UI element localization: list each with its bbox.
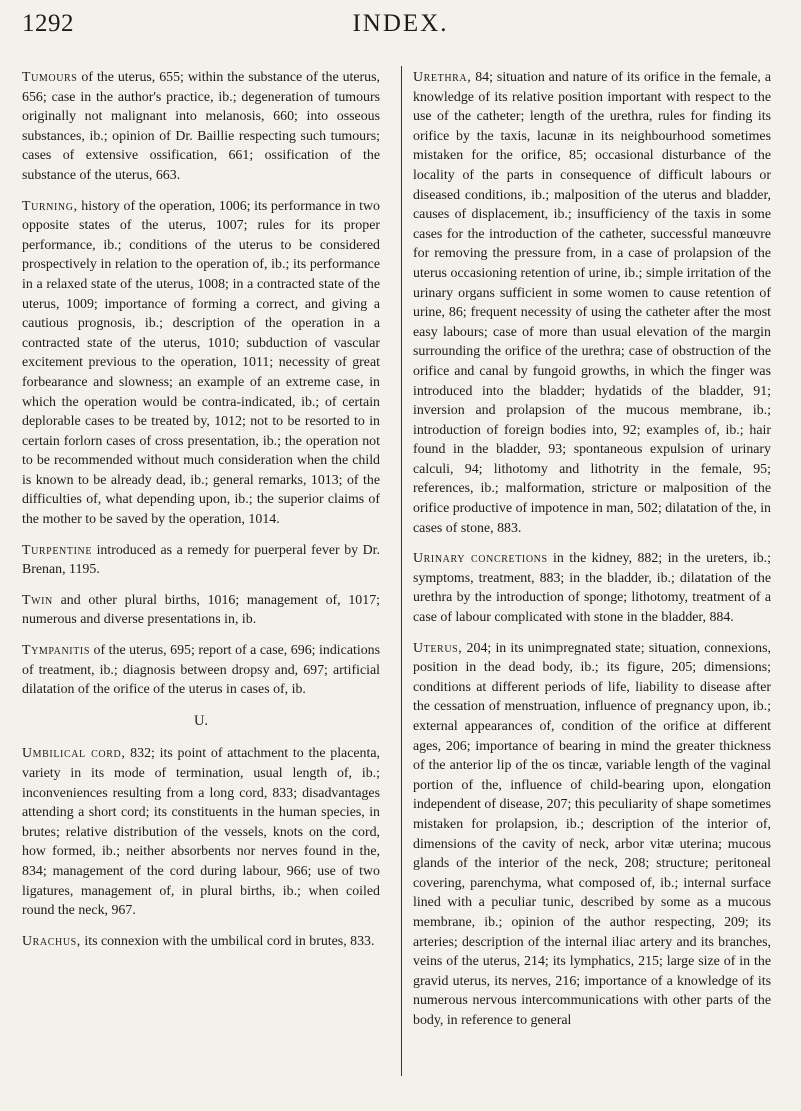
entry-body: 204; in its unimpregnated state; situation, connexions, position in the dead body, ib.; its figure, 205; dimensions; conditions at different periods of life, liability to disease after the cessation of menstruation, influence of pregnancy upon, ib.; external appearances of, condition of the orifice at different ages, 206; importance of bearing in mind the greater thickness of the anterior lip of the os tincæ, variable length of the vaginal portion of the, influence of child-bearing upon, elongation independent of disease, 207; this peculiarity of shape sometimes mistaken for prolapsion, ib.; description of the interior of, dimensions of the cavity of neck, arbor vitæ uterina; mucous glands of the interior of the neck, 208; structure; peritoneal covering, parenchyma, what composed of, ib.; internal surface lined with a peculiar tunic, described by some as a mucous membrane, ib.; opinion of the author respecting, 209; its arteries; description of the internal iliac artery and its branches, veins of the uterus, 214; its lymphatics, 215; large size of in the gravid uterus, its nerves, 216; importance of a knowledge of its numerous nervous intercommunications with other parts of the body, in reference to general xyxy=(413,640,771,1028)
index-entry xyxy=(22,932,380,952)
page-number: 1292 xyxy=(22,10,74,37)
index-entry xyxy=(22,68,380,186)
entry-body: its connexion with the umbilical cord in brutes, 833. xyxy=(80,933,375,949)
index-entry xyxy=(413,639,771,1031)
entry-body: in the kidney, 882; in the ureters, ib.; symptoms, treatment, 883; in the bladder, ib.; dilatation of the urethra by the introduction of sponge; lithotomy, treatment of a case of labour complicated with stone in the bladder, 884. xyxy=(413,551,771,626)
right-column xyxy=(413,68,771,1042)
index-entry xyxy=(22,541,380,580)
entry-body: history of the operation, 1006; its performance in two opposite states of the uterus, 1007; rules for its proper performance, ib.; conditions of the uterus to be considered prospectively in relation to the operation of, ib.; its performance in a relaxed state of the uterus, 1008; in a contracted state of the uterus, 1009; importance of forming a correct, and giving a cautious prognosis, ib.; description of the operation in a contracted state of the uterus, 1010; subduction of vascular excitement previous to the operation, 1011; necessity of great forbearance and slowness; an example of an extreme case, in which the operation would be contra-indicated, ib.; of certain deplorable cases to be treated by, 1012; not to be resorted to in certain forlorn cases of cross presentation, ib.; the operation not to be recommended without much consideration when the child is known to be already dead, ib.; general remarks, 1013; of the difficulties of, what depending upon, ib.; the superior claims of the mother to be saved by the operation, 1014. xyxy=(22,198,380,528)
entry-head: Turpentine xyxy=(22,542,93,558)
entry-body: 832; its point of attachment to the placenta, variety in its mode of termination, usual length of, ib.; inconveniences resulting from a long cord, 833; disadvantages attending a short cord; its constituents in the human species, in brutes; relative distribution of the vessels, knots on the cord, how formed, ib.; neither absorbents nor nerves found in the, 834; management of the cord during labour, 966; use of two ligatures, management of, in plural births, ib.; when coiled round the neck, 967. xyxy=(22,746,381,919)
entry-head: Twin xyxy=(22,592,53,608)
entry-head: Tympanitis xyxy=(22,643,91,659)
index-entry xyxy=(22,641,380,700)
entry-body: of the uterus, 655; within the substance of the uterus, 656; case in the author's practice, ib.; degeneration of tumours originally not malignant into melanosis, 660; into osseous substances, ib.; opinion of Dr. Baillie respecting such tumours; cases of extensive ossification, 661; ossification of the substance of the uterus, 663. xyxy=(22,70,380,183)
left-column xyxy=(22,68,380,962)
entry-head: Turning, xyxy=(22,198,78,214)
running-title: INDEX. xyxy=(352,10,449,37)
entry-body: introduced as a remedy for puerperal fever by Dr. Brenan, 1195. xyxy=(22,542,380,578)
index-entry xyxy=(22,591,380,630)
index-entry xyxy=(413,68,771,538)
entry-body: and other plural births, 1016; management of, 1017; numerous and diverse presentations in, ib. xyxy=(22,592,380,628)
index-entry xyxy=(22,197,380,530)
entry-body: of the uterus, 695; report of a case, 696; indications of treatment, ib.; diagnosis between dropsy and, 697; artificial dilatation of the orifice of the uterus in cases of, ib. xyxy=(22,643,380,698)
index-entry xyxy=(413,549,771,627)
entry-head: Urinary concretions xyxy=(413,551,548,567)
section-letter: U. xyxy=(193,712,209,729)
column-divider xyxy=(401,66,402,1076)
entry-head: Umbilical cord, xyxy=(22,746,126,762)
entry-head: Urachus, xyxy=(22,933,81,949)
entry-head: Uterus, xyxy=(413,640,463,656)
entry-body: 84; situation and nature of its orifice in the female, a knowledge of its relative position important with respect to the use of the catheter; length of the urethra, rules for finding its orifice by the taxis, lacunæ in its neighbourhood sometimes mistaken for the orifice, 85; occasional disturbance of the locality of the parts in consequence of difficult labours or diseased conditions, ib.; malposition of the uterus and bladder, causes of displacement, ib.; insufficiency of the taxis in some cases for the introduction of the catheter, successful manœuvre for removing the pressure from, in a case of prolapsion of the uterus occasioning retention of urine, ib.; simple irritation of the urinary organs sufficient in some women to cause retention of urine, 86; frequent necessity of using the catheter after the most easy labours; case of more than usual elevation of the margin surrounding the orifice of the urethra; case of obstruction of the orifice and canal by fungoid growths, in which the finger was introduced into the bladder; hydatids of the bladder, 91; inversion and prolapsion of the mucous membrane, ib.; introduction of foreign bodies into, 92; examples of, ib.; hair found in the bladder, 93; spontaneous expulsion of urinary calculi, 94; lithotomy and lithotrity in the female, 95; references, ib.; malformation, stricture or malposition of the orifice productive of impotence in man, 502; dilatation of the, in cases of stone, 883. xyxy=(413,70,771,536)
entry-head: Urethra, xyxy=(413,70,472,85)
entry-head: Tumours xyxy=(22,70,78,85)
index-entry xyxy=(22,744,380,920)
